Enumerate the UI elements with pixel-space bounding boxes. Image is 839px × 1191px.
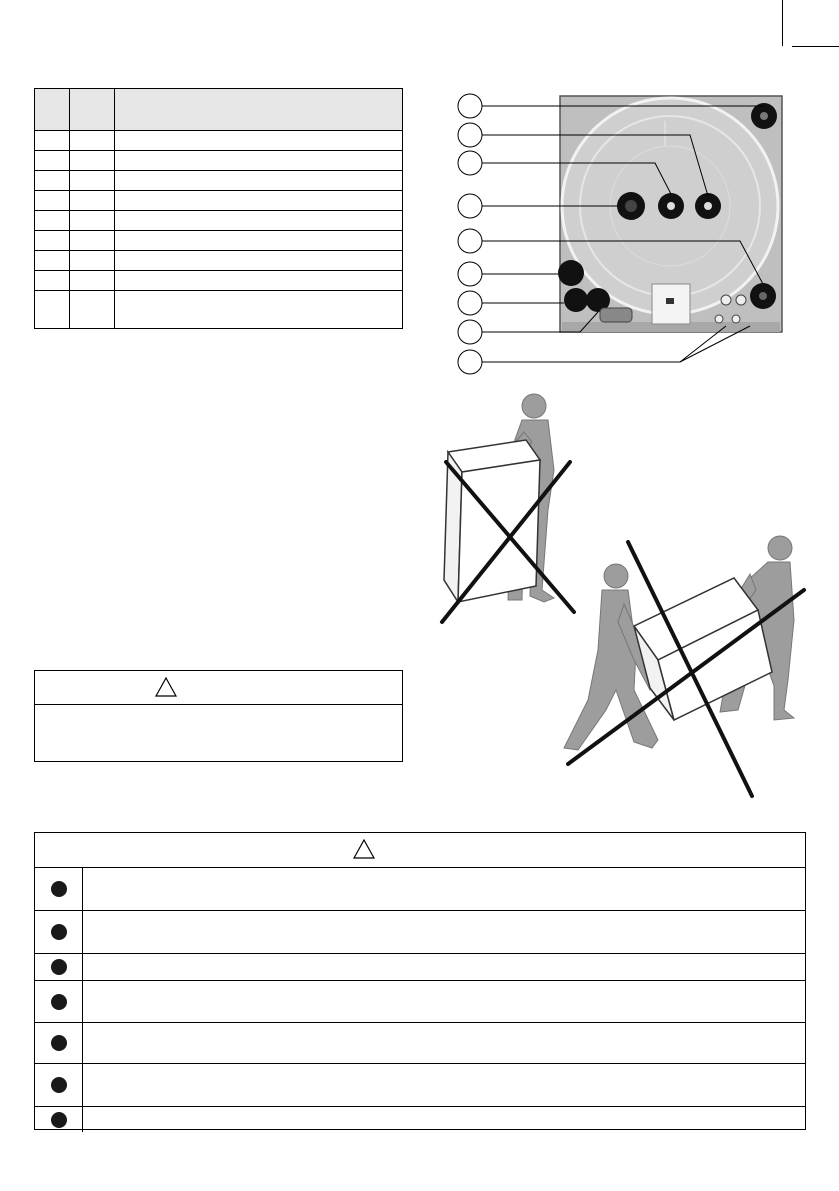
table-cell [35,271,70,291]
table-cell [35,191,70,211]
table-row [35,211,403,231]
table-cell [70,151,115,171]
table-cell [115,251,403,271]
bullet-dot [51,994,67,1010]
bullet-dot [51,959,67,975]
table-cell [70,271,115,291]
callout-markers [458,94,482,374]
table-cell [70,291,115,329]
table-cell [115,131,403,151]
safety-item [35,1023,805,1064]
table-cell [70,131,115,151]
crop-mark-vertical [782,0,783,46]
table-header-cell [35,89,70,131]
table-cell [70,231,115,251]
table-cell [35,151,70,171]
safety-instructions-box [34,832,806,1130]
table-row [35,171,403,191]
safety-item [35,868,805,911]
safety-item [35,911,805,954]
safety-item [35,1107,805,1132]
bullet-dot [51,881,67,897]
bullet-dot [51,924,67,940]
table-row [35,191,403,211]
table-row [35,271,403,291]
table-row [35,231,403,251]
connection-6 [558,260,584,286]
appliance-top-view-figure [450,86,790,378]
table-cell [115,211,403,231]
table-cell [35,131,70,151]
table-row [35,291,403,329]
safety-item [35,1064,805,1107]
table-cell [115,151,403,171]
table-cell [35,231,70,251]
table-cell [35,171,70,191]
table-cell [115,291,403,329]
table-cell [70,251,115,271]
table-row [35,251,403,271]
warning-box [34,670,403,762]
table-header-cell [70,89,115,131]
table-cell [115,171,403,191]
table-cell [115,231,403,251]
bullet-dot [51,1035,67,1051]
tall-box [444,440,540,602]
table-header-cell [115,89,403,131]
warning-triangle-icon [353,839,375,859]
table-cell [35,291,70,329]
warning-box-header [35,671,402,705]
bullet-dot [51,1112,67,1128]
safety-item [35,981,805,1023]
table-cell [70,191,115,211]
connection-table [34,88,403,329]
table-cell [35,251,70,271]
safety-item [35,954,805,981]
table-row [35,131,403,151]
bullet-dot [51,1077,67,1093]
crop-mark-horizontal [792,46,839,47]
connection-7a [564,288,588,312]
safety-box-header [35,833,805,868]
lifting-instructions-figure [438,390,810,802]
warning-triangle-icon [155,677,177,697]
table-cell [70,171,115,191]
table-row [35,151,403,171]
table-cell [115,271,403,291]
table-cell [115,191,403,211]
table-header-row [35,89,403,131]
table-cell [70,211,115,231]
table-cell [35,211,70,231]
